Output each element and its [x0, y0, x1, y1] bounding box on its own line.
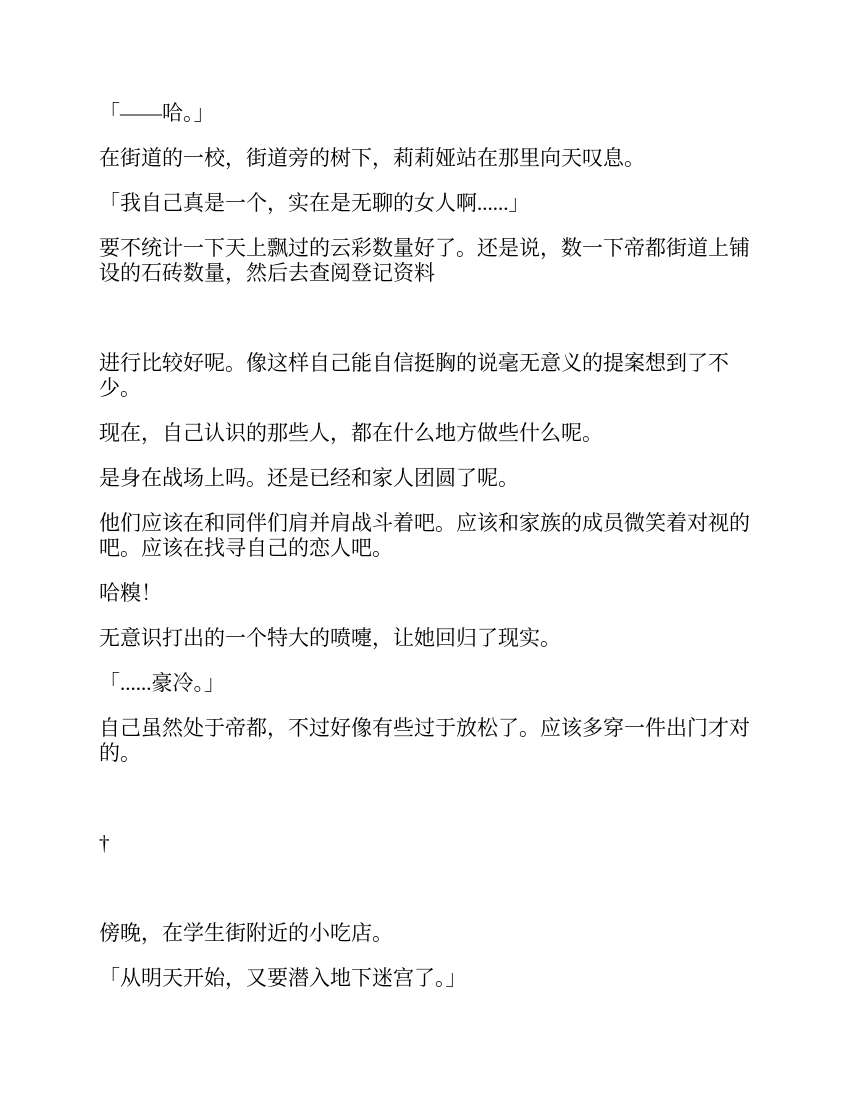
paragraph: 是身在战场上吗。还是已经和家人团圆了呢。 — [99, 466, 519, 490]
paragraph: 「我自己真是一个，实在是无聊的女人啊......」 — [99, 191, 530, 215]
paragraph: 「......豪冷。」 — [99, 671, 225, 695]
paragraph: 自己虽然处于帝都，不过好像有些过于放松了。应该多穿一件出门才对的。 — [99, 716, 750, 765]
blank-line — [99, 306, 759, 331]
paragraph: 在街道的一校，街道旁的树下，莉莉娅站在那里向天叹息。 — [99, 146, 645, 170]
paragraph: 「从明天开始，又要潜入地下迷宫了。」 — [99, 966, 467, 990]
paragraph: 他们应该在和同伴们肩并肩战斗着吧。应该和家族的成员微笑着对视的吧。应该在找寻自己的恋人吧。 — [99, 511, 750, 560]
paragraph: 无意识打出的一个特大的喷嚏，让她回归了现实。 — [99, 626, 561, 650]
paragraph: 要不统计一下天上飘过的云彩数量好了。还是说，数一下帝都街道上铺设的石砖数量，然后去查阅登记资料 — [99, 236, 750, 285]
paragraph: 进行比较好呢。像这样自己能自信挺胸的说毫无意义的提案想到了不少。 — [99, 351, 729, 400]
section-separator-dagger: † — [99, 831, 110, 855]
paragraph: 「——哈。」 — [99, 101, 215, 125]
blank-line — [99, 876, 759, 901]
paragraph: 哈糗！ — [99, 581, 162, 605]
paragraph: 傍晚，在学生街附近的小吃店。 — [99, 921, 393, 945]
blank-line — [99, 786, 759, 811]
paragraph: 现在，自己认识的那些人，都在什么地方做些什么呢。 — [99, 421, 603, 445]
